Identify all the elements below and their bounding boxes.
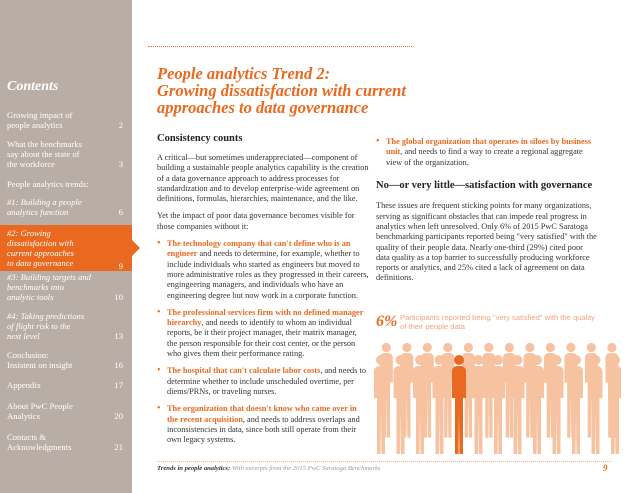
toc-item-label: #1: Building a people analytics function [7,197,82,217]
toc-item-trend-4[interactable] [0,311,132,341]
page-title-line: approaches to data governance [157,98,369,117]
people-illustration [371,336,621,454]
toc-item-page: 21 [114,442,123,452]
toc-item-label: What the benchmarks say about the state of the workforce [7,139,82,169]
toc-item-page: 20 [114,411,123,421]
bullet-item [376,137,598,168]
bullet-text: , and needs to address overlaps and inconsistencies in data, since both still operate from their own legacy systems. [167,414,360,445]
paragraph: A critical—but sometimes underappreciated—component of building a sustainable people analytics capability is the creation of a data governance approach to address processes for standardization and to develop enterprise-wide agreement on definitions, formulas, hierarchies, maintenance, and the like. [157,153,369,204]
section-heading: No—or very little—satisfaction with governance [376,179,593,191]
paragraph: These issues are frequent sticking points for many organizations, serving as significant obstacles that can impede real progress in analytics when left unresolved. Only 6% of 2015 PwC Saratoga benchmarking participants reported being "very satisfied" with the quality of their people data. Nearly one-third (29%) cited poor data quality as a top barrier to successfully producing workforce reports or analytics, and 25% cited a lack of agreement on data definitions. [376,201,597,283]
stat-description: Participants reported being "very satisfied" with the quality of their people data [400,313,595,331]
footer-subtitle: With excerpts from the 2015 PwC Saratoga Benchmarks [230,465,381,472]
toc-item-appendix[interactable] [0,380,132,390]
toc-item-trend-2[interactable] [0,225,132,271]
toc-item-label: Conclusion: Insistent on insight [7,350,73,370]
page-title-line: Growing dissatisfaction with current [157,81,406,100]
toc-item-page: 6 [118,207,123,217]
person-figure [491,355,505,454]
toc-item-about[interactable] [0,401,132,421]
person-figure-highlighted [452,355,466,454]
bullet-item [157,239,369,301]
toc-item-trends-heading[interactable] [0,179,132,189]
bullet-highlight: The organization that doesn't know who came over in the recent acquisition [167,404,357,424]
toc-item-label: People analytics trends: [7,179,89,189]
left-column [157,133,369,452]
toc-item-page: 9 [118,261,123,271]
section-heading: Consistency counts [157,133,243,144]
bullet-highlight: The hospital that can't calculate labor costs [167,366,321,376]
toc-item-benchmarks[interactable] [0,139,132,169]
top-divider [148,46,412,47]
bullet-highlight: The professional services firm with no defined manager hierarchy [167,307,364,328]
bullet-item [157,366,369,397]
toc-item-page: 2 [118,120,123,130]
footer-report-title: Trends in people analytics: [157,465,231,472]
bullet-item [157,404,369,445]
bullet-highlight: The global organization that operates in siloes by business unit [386,137,592,157]
toc-item-label: Appendix [7,380,41,390]
toc-item-conclusion[interactable] [0,350,132,370]
page-title-line: People analytics Trend 2: [157,64,331,83]
bullet-text: , and needs to identify to whom an individual reports, be it their project manager, their matrix manager, the person responsible for their cost center, or the person who gives them their performance rating. [167,318,357,359]
right-column [376,137,598,284]
toc-item-trend-3[interactable] [0,272,132,302]
toc-item-page: 17 [114,380,123,390]
page-number: 9 [603,463,608,473]
toc-item-contacts[interactable] [0,432,132,452]
bullet-text: , and needs to find a way to create a regional aggregate view of the organization. [386,147,583,167]
bullet-item [157,308,369,359]
contents-title: Contents [7,79,59,94]
person-figure [472,355,486,454]
toc-item-page: 3 [118,159,123,169]
toc-item-page: 13 [114,331,123,341]
toc-item-label: Contacts & Acknowledgments [7,432,72,452]
bullet-highlight: The technology company that can't define who is an engineer [167,239,351,259]
page-title [157,65,457,116]
footer-divider [157,461,612,462]
bullet-list [157,239,369,445]
toc-item-label: Growing impact of people analytics [7,110,73,130]
toc-item-growing-impact[interactable] [0,110,132,130]
bullet-text: , and needs to determine whether to include unscheduled overtime, per diems/PRNs, or traveling nurses. [167,366,366,396]
toc-item-trend-1[interactable] [0,197,132,217]
stat-value: 6% [376,313,398,330]
toc-item-label: #2: Growing dissatisfaction with current approaches to data governance [7,228,74,268]
contents-sidebar [0,0,132,493]
bullet-text: and needs to determine, for example, whether to include individuals who started as engineers but moved to more administrative roles as they progressed in their careers, engingeering managers, and individuals who have an engineering degree but now work in a corporate function. [167,249,369,300]
bullet-list [376,137,598,168]
toc-item-label: #4: Taking predictions of flight risk to the next level [7,311,85,341]
toc-item-page: 10 [114,292,123,302]
footer-text [157,465,381,472]
toc-item-label: About PwC People Analytics [7,401,73,421]
toc-item-page: 16 [114,360,123,370]
paragraph: Yet the impact of poor data governance becomes visible for those companies without it: [157,211,355,231]
toc-item-label: #3: Building targets and benchmarks into analytic tools [7,272,91,302]
